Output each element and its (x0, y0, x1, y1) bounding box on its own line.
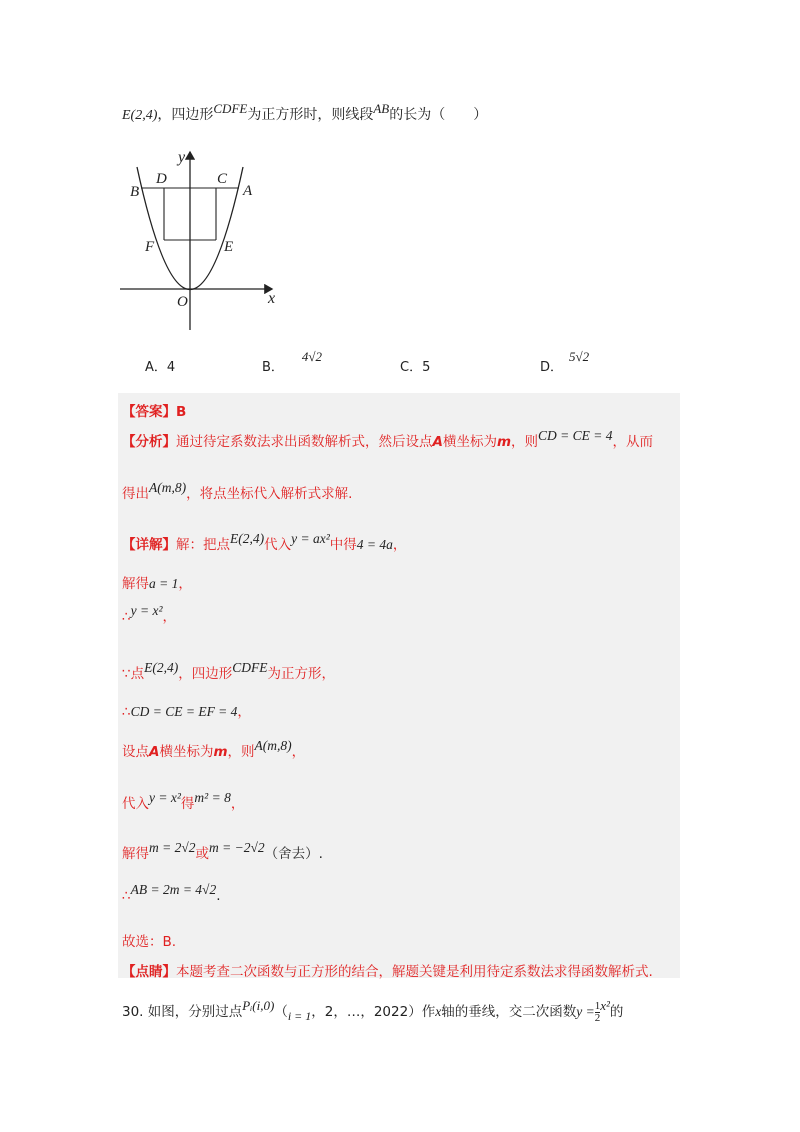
comment-line (122, 960, 653, 980)
option-a-letter: A． (145, 360, 167, 375)
q30-text-4: 轴的垂线，交二次函数 (441, 1004, 577, 1020)
l4-text-mid: ，四边形 (178, 666, 233, 682)
l6-text-2: 横坐标为 (159, 744, 214, 760)
detail-line-7 (122, 792, 244, 812)
label-x: x (268, 290, 276, 307)
analysis-point-am8: A(m,8) (149, 480, 187, 495)
l7-function: y = x² (149, 790, 181, 805)
q30-text-2: （ (274, 1004, 288, 1020)
detail-line-6 (122, 740, 305, 760)
option-d-letter: D． (540, 360, 564, 375)
l9-equation: AB = 2m = 4√2 (130, 882, 217, 897)
option-c-letter: C． (400, 360, 423, 375)
label-a: A (243, 183, 253, 199)
q30-number: 30. (122, 1004, 144, 1020)
q30-fn-rhs: x² (600, 998, 610, 1013)
detail-line-2 (122, 572, 192, 592)
analysis-text-4: ，从而 (612, 434, 654, 450)
option-b-value: 4√2 (301, 349, 323, 364)
detail-equation: 4 = 4a (356, 537, 393, 552)
l6-text-1: 设点 (122, 744, 149, 760)
l6-text-3: ，则 (227, 744, 255, 760)
l3-end: ， (162, 609, 176, 625)
l2-end: ， (178, 576, 192, 592)
l9-end: . (216, 888, 221, 904)
q30-fn-lhs: y = (576, 1004, 595, 1019)
therefore-symbol-2: ∴ (122, 704, 131, 720)
point-e-label: E(2,4) (122, 108, 158, 123)
detail-line-4 (122, 662, 335, 682)
l5-end: ， (237, 704, 251, 720)
detail-text-2: 代入 (264, 537, 292, 553)
q30-range-start: i = 1 (287, 1009, 312, 1023)
label-f: F (145, 239, 155, 255)
q30-axis: x (435, 1004, 442, 1019)
final-choice: 故选：B. (122, 934, 177, 950)
q30-text-3: ，2，…，2022）作 (311, 1004, 436, 1020)
l8-text-1: 解得 (122, 846, 149, 862)
detail-text-4: ， (392, 537, 407, 553)
detail-text-3: 中得 (329, 537, 357, 553)
parabola-figure (110, 140, 290, 340)
label-c: C (217, 171, 228, 187)
detail-point-e: E(2,4) (230, 531, 265, 546)
l7-end: ， (230, 796, 245, 812)
question-line (122, 101, 488, 124)
label-e: E (224, 239, 234, 255)
q30-text-1: 如图，分别过点 (147, 1004, 243, 1020)
analysis-label: 【分析】 (122, 434, 176, 450)
question-text-2: 为正方形时，则线段 (247, 107, 374, 123)
option-c-value: 5 (422, 360, 431, 375)
q30-frac-den: 2 (594, 1011, 601, 1024)
option-d (540, 349, 590, 375)
l6-point-a: A (149, 744, 160, 760)
detail-line-3 (122, 605, 176, 625)
answer-value: B (176, 404, 187, 420)
question-30 (122, 1000, 623, 1024)
question-text-1: ，四边形 (157, 107, 214, 123)
analysis-text-5: 得出 (122, 486, 149, 502)
l7-text-2: 得 (180, 796, 195, 812)
analysis-point-a: A (432, 434, 443, 450)
l8-equation-2: m = −2√2 (209, 840, 265, 855)
l8-equation-1: m = 2√2 (149, 840, 196, 855)
answer-label: 【答案】 (122, 404, 176, 420)
l6-end: ， (291, 744, 306, 760)
label-b: B (130, 184, 140, 200)
detail-line-1 (122, 533, 406, 553)
therefore-symbol: ∴ (122, 609, 131, 625)
l2-text: 解得 (122, 576, 149, 592)
detail-function: y = ax² (291, 531, 330, 546)
q30-frac-num: 1 (594, 999, 601, 1012)
detail-line-9 (122, 882, 221, 904)
detail-text-1: 解：把点 (176, 537, 230, 553)
option-b (262, 349, 323, 375)
detail-label: 【详解】 (122, 537, 176, 553)
l5-equation: CD = CE = EF = 4 (130, 704, 238, 719)
question-text-3: 的长为（ ） (389, 107, 488, 123)
q30-text-5: 的 (609, 1004, 624, 1020)
quad-label: CDFE (213, 101, 248, 116)
comment-text: 本题考查二次函数与正方形的结合，解题关键是利用待定系数法求得函数解析式. (176, 964, 653, 980)
segment-label: AB (373, 101, 390, 116)
answer-line (122, 400, 186, 420)
analysis-text-3: ，则 (511, 434, 539, 450)
l7-equation: m² = 8 (194, 790, 231, 805)
because-symbol: ∵点 (122, 666, 145, 682)
l6-point-am8: A(m,8) (254, 738, 292, 753)
detail-line-8 (122, 842, 323, 862)
l8-text-2: 或 (195, 846, 210, 862)
l4-point-e: E(2,4) (144, 660, 179, 675)
analysis-line-1 (122, 430, 653, 450)
option-d-value: 5√2 (569, 349, 590, 364)
label-y: y (178, 149, 186, 166)
l8-text-3: （舍去）. (264, 846, 323, 862)
l3-equation: y = x² (130, 603, 163, 618)
analysis-m: m (496, 434, 512, 450)
option-a-value: 4 (166, 360, 176, 375)
l6-m: m (213, 744, 228, 760)
comment-label: 【点睛】 (122, 964, 176, 980)
therefore-symbol-3: ∴ (122, 888, 131, 904)
l7-text-1: 代入 (122, 796, 149, 812)
analysis-text-1: 通过待定系数法求出函数解析式，然后设点 (176, 434, 433, 450)
l4-end: 为正方形， (267, 666, 335, 682)
label-o: O (177, 294, 188, 310)
q30-point: Pᵢ(i,0) (242, 998, 275, 1013)
l4-quad: CDFE (232, 660, 268, 675)
analysis-text-6: ，将点坐标代入解析式求解. (186, 486, 353, 502)
label-d: D (156, 171, 167, 187)
analysis-text-2: 横坐标为 (442, 434, 497, 450)
option-b-letter: B． (262, 360, 284, 375)
option-a (145, 356, 175, 375)
detail-line-5 (122, 700, 251, 720)
analysis-eq: CD = CE = 4 (538, 428, 613, 443)
l2-equation: a = 1 (149, 576, 179, 591)
analysis-line-2 (122, 482, 352, 502)
detail-line-10 (122, 930, 176, 950)
option-c (400, 356, 430, 375)
